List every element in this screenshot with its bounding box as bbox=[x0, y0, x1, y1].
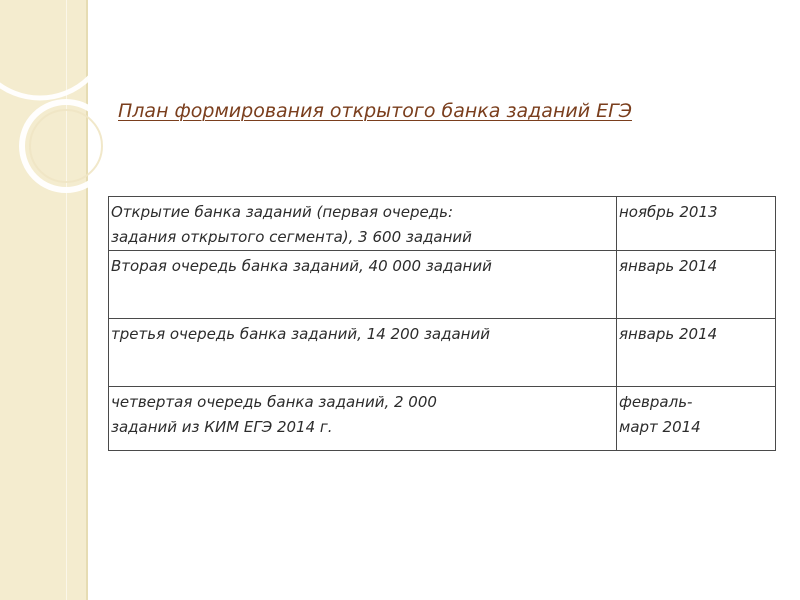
decor-ring-small bbox=[22, 102, 110, 190]
date-line: январь 2014 bbox=[619, 325, 718, 343]
table-row bbox=[109, 319, 776, 387]
decor-ring-large bbox=[0, 0, 110, 98]
date-cell bbox=[617, 197, 776, 251]
slide-title: План формирования открытого банка заданий ЕГЭ bbox=[118, 100, 632, 122]
date-cell bbox=[617, 251, 776, 319]
task-line: третья очередь банка заданий, 14 200 заданий bbox=[111, 325, 490, 343]
task-line: Открытие банка заданий (первая очередь: bbox=[111, 203, 454, 221]
date-cell bbox=[617, 319, 776, 387]
task-line: задания открытого сегмента), 3 600 заданий bbox=[111, 228, 472, 246]
decor-ring-inner bbox=[30, 110, 102, 182]
task-cell bbox=[109, 387, 617, 451]
date-line: март 2014 bbox=[619, 418, 701, 436]
date-line: февраль- bbox=[619, 393, 693, 411]
date-line: ноябрь 2013 bbox=[619, 203, 718, 221]
task-line: заданий из КИМ ЕГЭ 2014 г. bbox=[111, 418, 333, 436]
table-row bbox=[109, 251, 776, 319]
task-cell bbox=[109, 251, 617, 319]
date-cell bbox=[617, 387, 776, 451]
task-line: Вторая очередь банка заданий, 40 000 заданий bbox=[111, 257, 492, 275]
task-line: четвертая очередь банка заданий, 2 000 bbox=[111, 393, 437, 411]
date-line: январь 2014 bbox=[619, 257, 718, 275]
task-cell bbox=[109, 197, 617, 251]
release-plan-table bbox=[108, 196, 776, 451]
table-row bbox=[109, 387, 776, 451]
task-cell bbox=[109, 319, 617, 387]
table-row bbox=[109, 197, 776, 251]
